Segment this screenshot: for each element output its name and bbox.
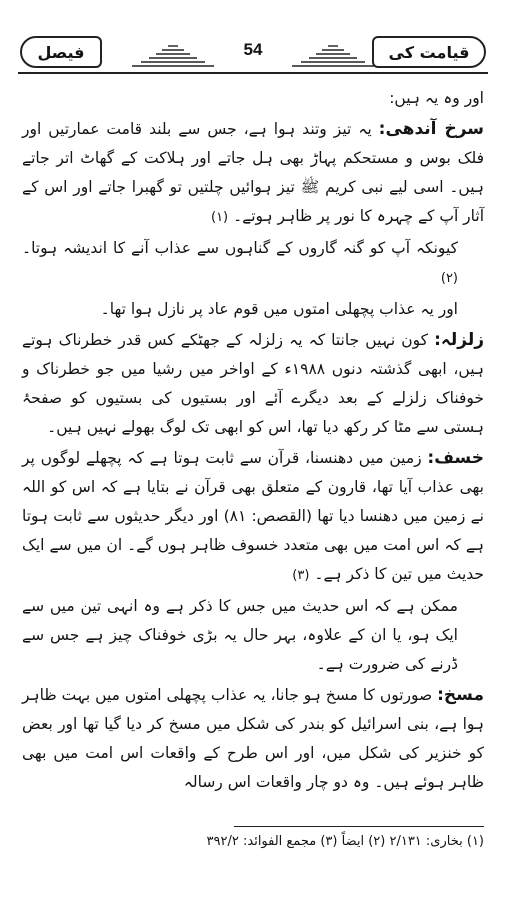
paragraph-khasf: خسف: زمین میں دھنسنا، قرآن سے ثابت ہوتا ہے کہ پچھلے لوگوں پر بھی عذاب آیا تھا، قارون کے متعلق بھی قرآن نے بتایا ہے کہ اس کو اللہ نے زمین میں دھنسا دیا تھا (القصص: ۸۱) اور دیگر حدیثوں سے ثابت ہوتا ہے کہ اس امت میں بھی متعدد خسوف ظاہر ہوں گے۔ ان میں سے ایک حدیث میں تین کا ذکر ہے۔ (۳)	[22, 448, 484, 583]
header-divider	[18, 72, 488, 74]
page-header	[0, 22, 506, 82]
term-heading: مسخ:	[437, 685, 484, 705]
term-heading: خسف:	[427, 448, 484, 468]
footnote-ref: (۱)	[210, 210, 229, 225]
page-body	[22, 84, 484, 799]
footnote-divider	[234, 826, 484, 827]
paragraph-intro: اور وہ یہ ہیں:	[389, 89, 484, 107]
chapter-badge	[20, 36, 102, 68]
paragraph-qaum-aad: اور یہ عذاب پچھلی امتوں میں قوم عاد پر نازل ہوا تھا۔	[100, 300, 458, 318]
book-title: قیامت کی	[388, 42, 470, 62]
term-heading: زلزلہ:	[434, 330, 484, 350]
footnotes: (۱) بخاری: ۲/۱۳۱ (۲) ایضاً (۳) مجمع الفوائد: ۳۹۲/۲	[206, 834, 484, 849]
footnote-ref: (۳)	[292, 568, 310, 583]
paragraph-mumkin: ممکن ہے کہ اس حدیث میں جس کا ذکر ہے وہ انہی تین میں سے ایک ہو، یا ان کے علاوہ، بہر حال یہ بڑی خوفناک چیز ہے جس سے ڈرنے کی ضرورت ہے۔	[22, 597, 458, 673]
paragraph-gunahgar: کیونکہ آپ کو گنہ گاروں کے گناہوں سے عذاب آنے کا اندیشہ ہوتا۔ (۲)	[22, 239, 458, 286]
paragraph-surkh-andhi: سرخ آندھی: یہ تیز وتند ہوا ہے، جس سے بلند قامت عمارتیں اور فلک بوس و مستحکم پہاڑ بھی ہل جاتے اور ہلاکت کے گھاٹ اتر جاتے ہیں۔ اسی لیے نبی کریم ﷺ تیز ہوائیں چلتیں تو گھبرا جاتے اور اس کے آثار آپ کے چہرہ کا نور پر ظاہر ہوتے۔ (۱)	[22, 119, 484, 225]
paragraph-zalzala: زلزلہ: کون نہیں جانتا کہ یہ زلزلہ کے جھٹکے کس قدر خطرناک ہوتے ہیں، ابھی گذشتہ دنوں ۱۹۸۸ء کے اواخر میں رشیا میں جو خطرناک و خوفناک زلزلے کے بعد دیگرے آئے اور بستیوں کی بستیوں کو صفحۂ ہستی سے مٹا کر رکھ دیا تھا، اس کو ابھی تک لوگ بھولے نہیں ہیں۔	[22, 330, 484, 436]
left-ornament-icon	[128, 42, 218, 68]
page-number: 54	[243, 40, 263, 59]
chapter-label: فیصل	[37, 42, 85, 62]
footnote-ref: (۲)	[440, 271, 458, 286]
paragraph-maskh: مسخ: صورتوں کا مسخ ہو جانا، یہ عذاب پچھلی امتوں میں بہت ظاہر ہوا ہے، بنی اسرائیل کو بندر کی شکل میں مسخ کر دیا گیا تھا اور بعض کو خنزیر کی شکل میں، اور اس طرح کے واقعات اس امت میں بھی ظاہر ہوئے ہیں۔ وہ دو چار واقعات اس رسالہ	[22, 685, 484, 791]
term-heading: سرخ آندھی:	[378, 119, 484, 139]
